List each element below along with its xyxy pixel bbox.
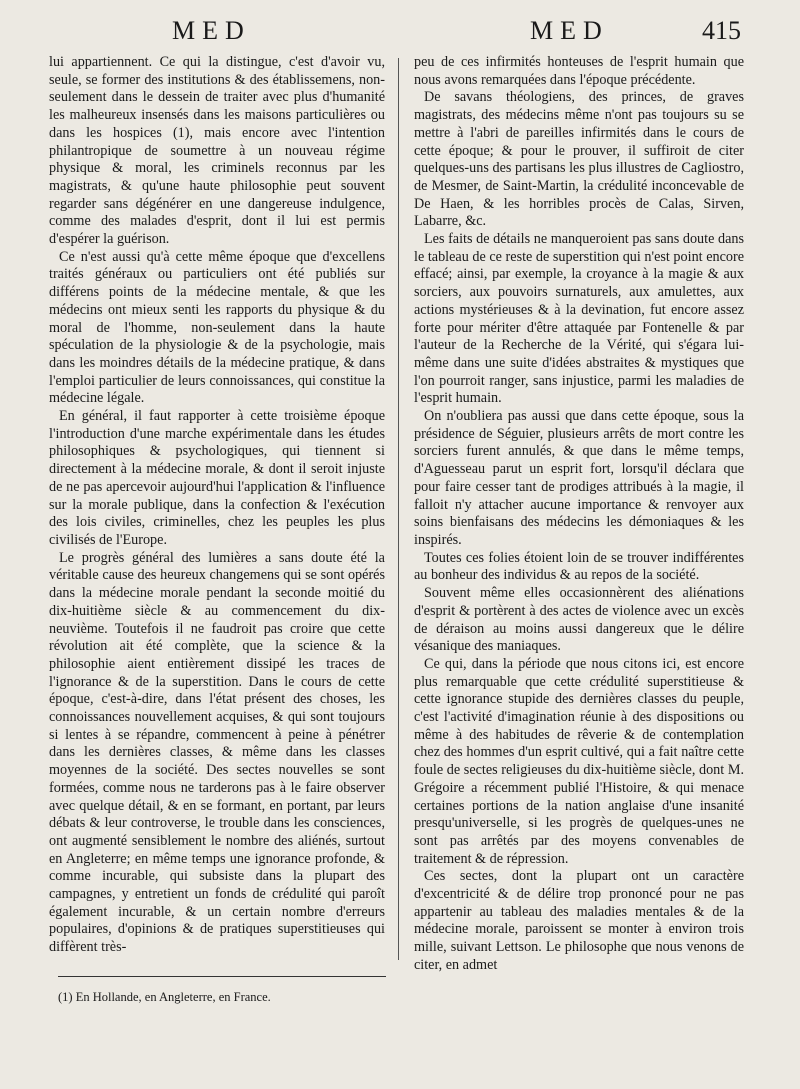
paragraph: peu de ces infirmités honteuses de l'esprit humain que nous avons remarquées dans l'époque précédente. xyxy=(414,54,744,88)
paragraph: De savans théologiens, des princes, de graves magistrats, des médecins même n'ont pas toujours su se mettre à l'abri de pareilles infirmités dans le cours de cette époque; & pour le prouver, il suffiroit de citer quelques-uns des partisans les plus illustres de Cagliostro, de Mesmer, de Saint-Martin, la crédulité inconcevable de De Haen, & les horribles procès de Calas, Sirven, Labarre, &c. xyxy=(414,89,744,230)
paragraph: Ce n'est aussi qu'à cette même époque que d'excellens traités généraux ou particuliers ont été publiés sur différens points de la médecine mentale, & que les médecins ont mieux senti les rapports du physique & du moral de l'homme, non-seulement dans la haute spéculation de la physiologie & de la psychologie, mais dans les moindres détails de la médecine pratique, & dans l'emploi particulier de leurs connoissances, qui constitue la médecine légale. xyxy=(49,248,385,407)
paragraph: Toutes ces folies étoient loin de se trouver indifférentes au bonheur des individus & au repos de la société. xyxy=(414,549,744,584)
running-header xyxy=(0,16,800,52)
header-left-title: MED xyxy=(172,16,251,45)
right-column xyxy=(414,54,744,975)
column-divider xyxy=(398,58,399,960)
paragraph: lui appartiennent. Ce qui la distingue, c'est d'avoir vu, seule, se former des institutions & des établissemens, non-seulement dans le dessein de traiter avec plus d'humanité les malheureux insensés dans les maisons particulières ou dans les hospices (1), mais encore avec l'intention philantropique de soumettre à un nouveau régime physique & moral, les criminels reconnus par les magistrats, & qu'une haute philosophie peut souvent regarder sans dégénérer en une dangereuse indulgence, comme des malades d'esprit, dont il lui est permis d'espérer la guérison. xyxy=(49,54,385,248)
paragraph: Souvent même elles occasionnèrent des aliénations d'esprit & portèrent à des actes de violence avec un excès de déraison au moins aussi dangereux que le délire vésanique des maniaques. xyxy=(414,585,744,655)
paragraph: Les faits de détails ne manqueroient pas sans doute dans le tableau de ce reste de superstition qui n'est point encore effacé; ainsi, par exemple, la croyance à la magie & aux sorciers, aux pouvoirs surnaturels, aux amulettes, aux actions mystérieuses & à la devination, fut encore assez forte pour mériter d'être attaquée par Fontenelle & par l'auteur de la Recherche de la Vérité, qui s'égara lui-même dans une suite d'idées abstraites & mystiques que l'on pourroit ranger, sans injustice, parmi les maladies de l'esprit humain. xyxy=(414,231,744,407)
paragraph: Le progrès général des lumières a sans doute été la véritable cause des heureux changemens qui se sont opérés dans la médecine morale pendant la seconde moitié du dix-huitième siècle & au commencement du dix-neuvième. Toutefois il ne faudroit pas croire que cette révolution ait été complète, que la science & la philosophie aient entièrement dissipé les traces de l'ignorance & de la superstition. Dans le cours de cette époque, c'est-à-dire, dans l'état présent des choses, les connoissances nouvellement acquises, & qui sont toujours si lentes à se répandre, commencent à peine à pénétrer dans les dernières classes, & même dans les classes moyennes de la société. Des sectes nouvelles se sont formées, comme nous ne tarderons pas à le faire observer avec quelque détail, & en se formant, en portant, par leurs débats & leur controverse, le trouble dans les consciences, ont augmenté sensiblement le nombre des aliénés, surtout en Angleterre; en même temps une ignorance profonde, & comme incurable, qui subsiste dans la plupart des campagnes, y entretient un fonds de crédulité qui paroît également incurable, & un certain nombre d'erreurs populaires, d'opinions & de pratiques superstitieuses qui diffèrent très- xyxy=(49,549,385,956)
paragraph: Ce qui, dans la période que nous citons ici, est encore plus remarquable que cette crédulité superstitieuse & cette ignorance stupide des dernières classes du peuple, c'est l'activité d'imagination réunie à des dispositions ou même à des habitudes de rêverie & de contemplation chez des hommes d'un esprit cultivé, qui a fait naître cette foule de sectes religieuses du dix-huitième siècle, dont M. Grégoire a récemment publié l'Histoire, & qui menace certaines portions de la nation anglaise d'une insanité presqu'universelle, si les progrès de quelques-unes ne sont pas arrêtés par des moyens convenables de traitement & de répression. xyxy=(414,655,744,867)
paragraph: En général, il faut rapporter à cette troisième époque l'introduction d'une marche expérimentale dans les études philosophiques & psychologiques, qui tiennent si directement à la médecine morale, & dont il seroit injuste de ne pas apercevoir aujourd'hui l'application & l'influence sur la morale publique, dans la confection & l'exécution des lois civiles, criminelles, chez les peuples les plus civilisés de l'Europe. xyxy=(49,408,385,548)
footnote-rule xyxy=(58,976,386,977)
page-number: 415 xyxy=(702,16,741,45)
footnote: (1) En Hollande, en Angleterre, en France. xyxy=(58,990,271,1004)
header-right-title: MED xyxy=(530,16,609,45)
left-column xyxy=(49,54,385,957)
paragraph: Ces sectes, dont la plupart ont un caractère d'excentricité & de délire trop prononcé pour ne pas appartenir au tableau des maladies mentales & de la médecine morale, paroissent se monter à environ trois mille, suivant Lettson. Le philosophe que nous venons de citer, en admet xyxy=(414,868,744,973)
paragraph: On n'oubliera pas aussi que dans cette époque, sous la présidence de Séguier, plusieurs arrêts de mort contre les sorciers furent annulés, & que dans le même temps, d'Aguesseau parut un esprit fort, lorsqu'il déclara que pour faire cesser tant de prodiges attribués à la magie, il falloit n'y attacher aucune importance & renvoyer aux soins bienfaisans des médecins les démoniaques & les inspirés. xyxy=(414,408,744,548)
